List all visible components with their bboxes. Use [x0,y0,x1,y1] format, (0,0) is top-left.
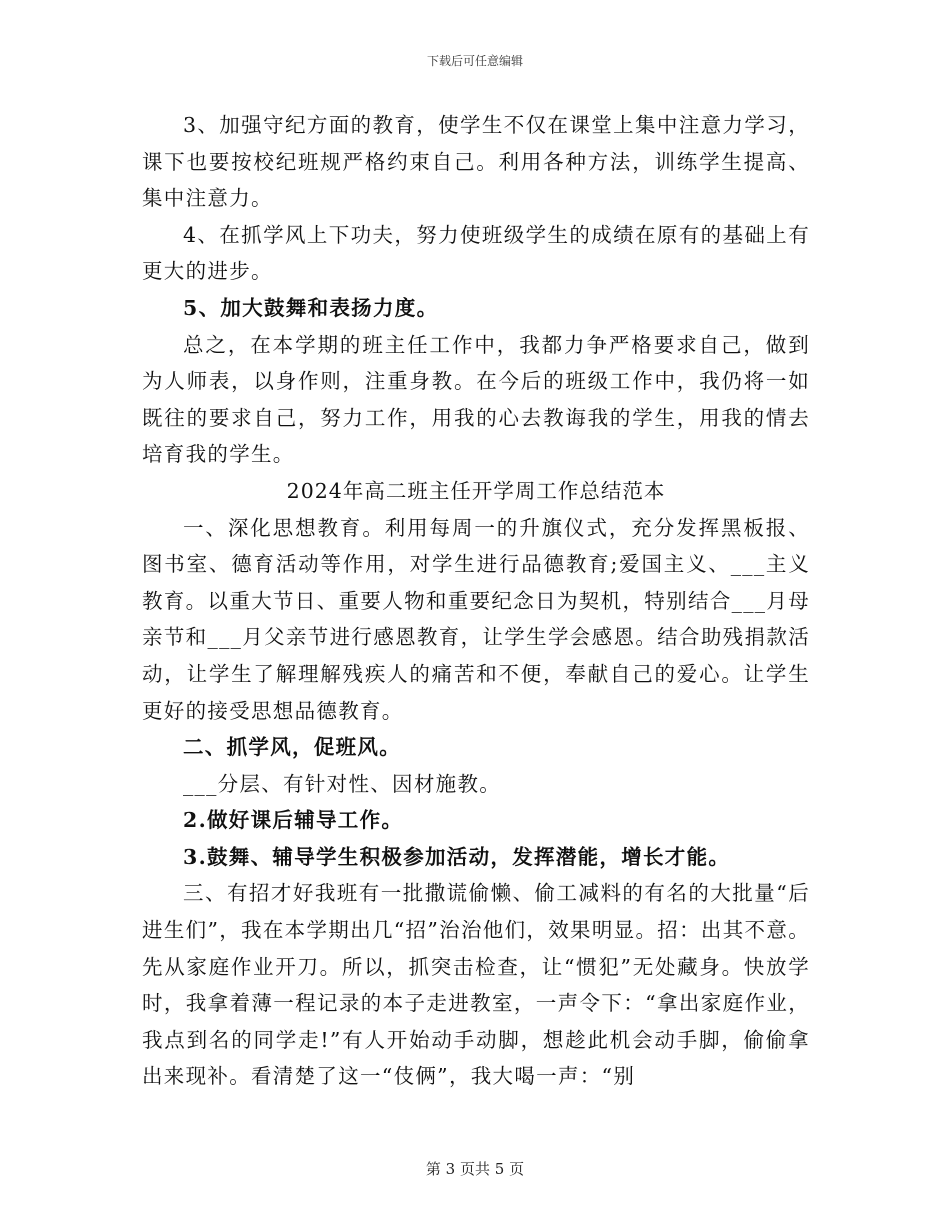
document-body [142,107,810,1095]
paragraph-bold: 二、抓学风，促班风。 [183,735,401,760]
paragraph: 三、有招才好我班有一批撒谎偷懒、偷工减料的有名的大批量“后进生们”，我在本学期出几“招”治治他们，效果明显。招：出其不意。先从家庭作业开刀。所以，抓突击检查，让“惯犯”无处藏身。快放学时，我拿着薄一程记录的本子走进教室，一声令下：“拿出家庭作业，我点到名的同学走!”有人开始动手动脚，想趁此机会动手脚，偷偷拿出来现补。看清楚了这一“伎俩”，我大喝一声：“别 [142,881,810,1089]
page-header: 下载后可任意编辑 [426,54,523,68]
paragraph-bold: 5、加大鼓舞和表扬力度。 [183,295,439,320]
paragraph: 一、深化思想教育。利用每周一的升旗仪式，充分发挥黑板报、图书室、德育活动等作用，对学生进行品德教育;爱国主义、___主义教育。以重大节日、重要人物和重要纪念日为契机，特别结合___月母亲节和___月父亲节进行感恩教育，让学生学会感恩。结合助残捐款活动，让学生了解理解残疾人的痛苦和不便，奉献自己的爱心。让学生更好的接受思想品德教育。 [142,515,810,723]
paragraph: ___分层、有针对性、因材施教。 [183,771,502,796]
paragraph: 3、加强守纪方面的教育，使学生不仅在课堂上集中注意力学习，课下也要按校纪班规严格约束自己。利用各种方法，训练学生提高、集中注意力。 [142,113,810,211]
page-footer: 第 3 页共 5 页 [425,1160,525,1178]
section-title: 2024年高二班主任开学周工作总结范本 [286,478,666,503]
paragraph-bold: 2.做好课后辅导工作。 [183,808,404,833]
paragraph-bold: 3.鼓舞、辅导学生积极参加活动，发挥潜能，增长才能。 [183,844,731,869]
paragraph: 4、在抓学风上下功夫，努力使班级学生的成绩在原有的基础上有更大的进步。 [142,222,810,284]
paragraph: 总之，在本学期的班主任工作中，我都力争严格要求自己，做到为人师表，以身作则，注重身教。在今后的班级工作中，我仍将一如既往的要求自己，努力工作，用我的心去教诲我的学生，用我的情去培育我的学生。 [142,332,810,467]
